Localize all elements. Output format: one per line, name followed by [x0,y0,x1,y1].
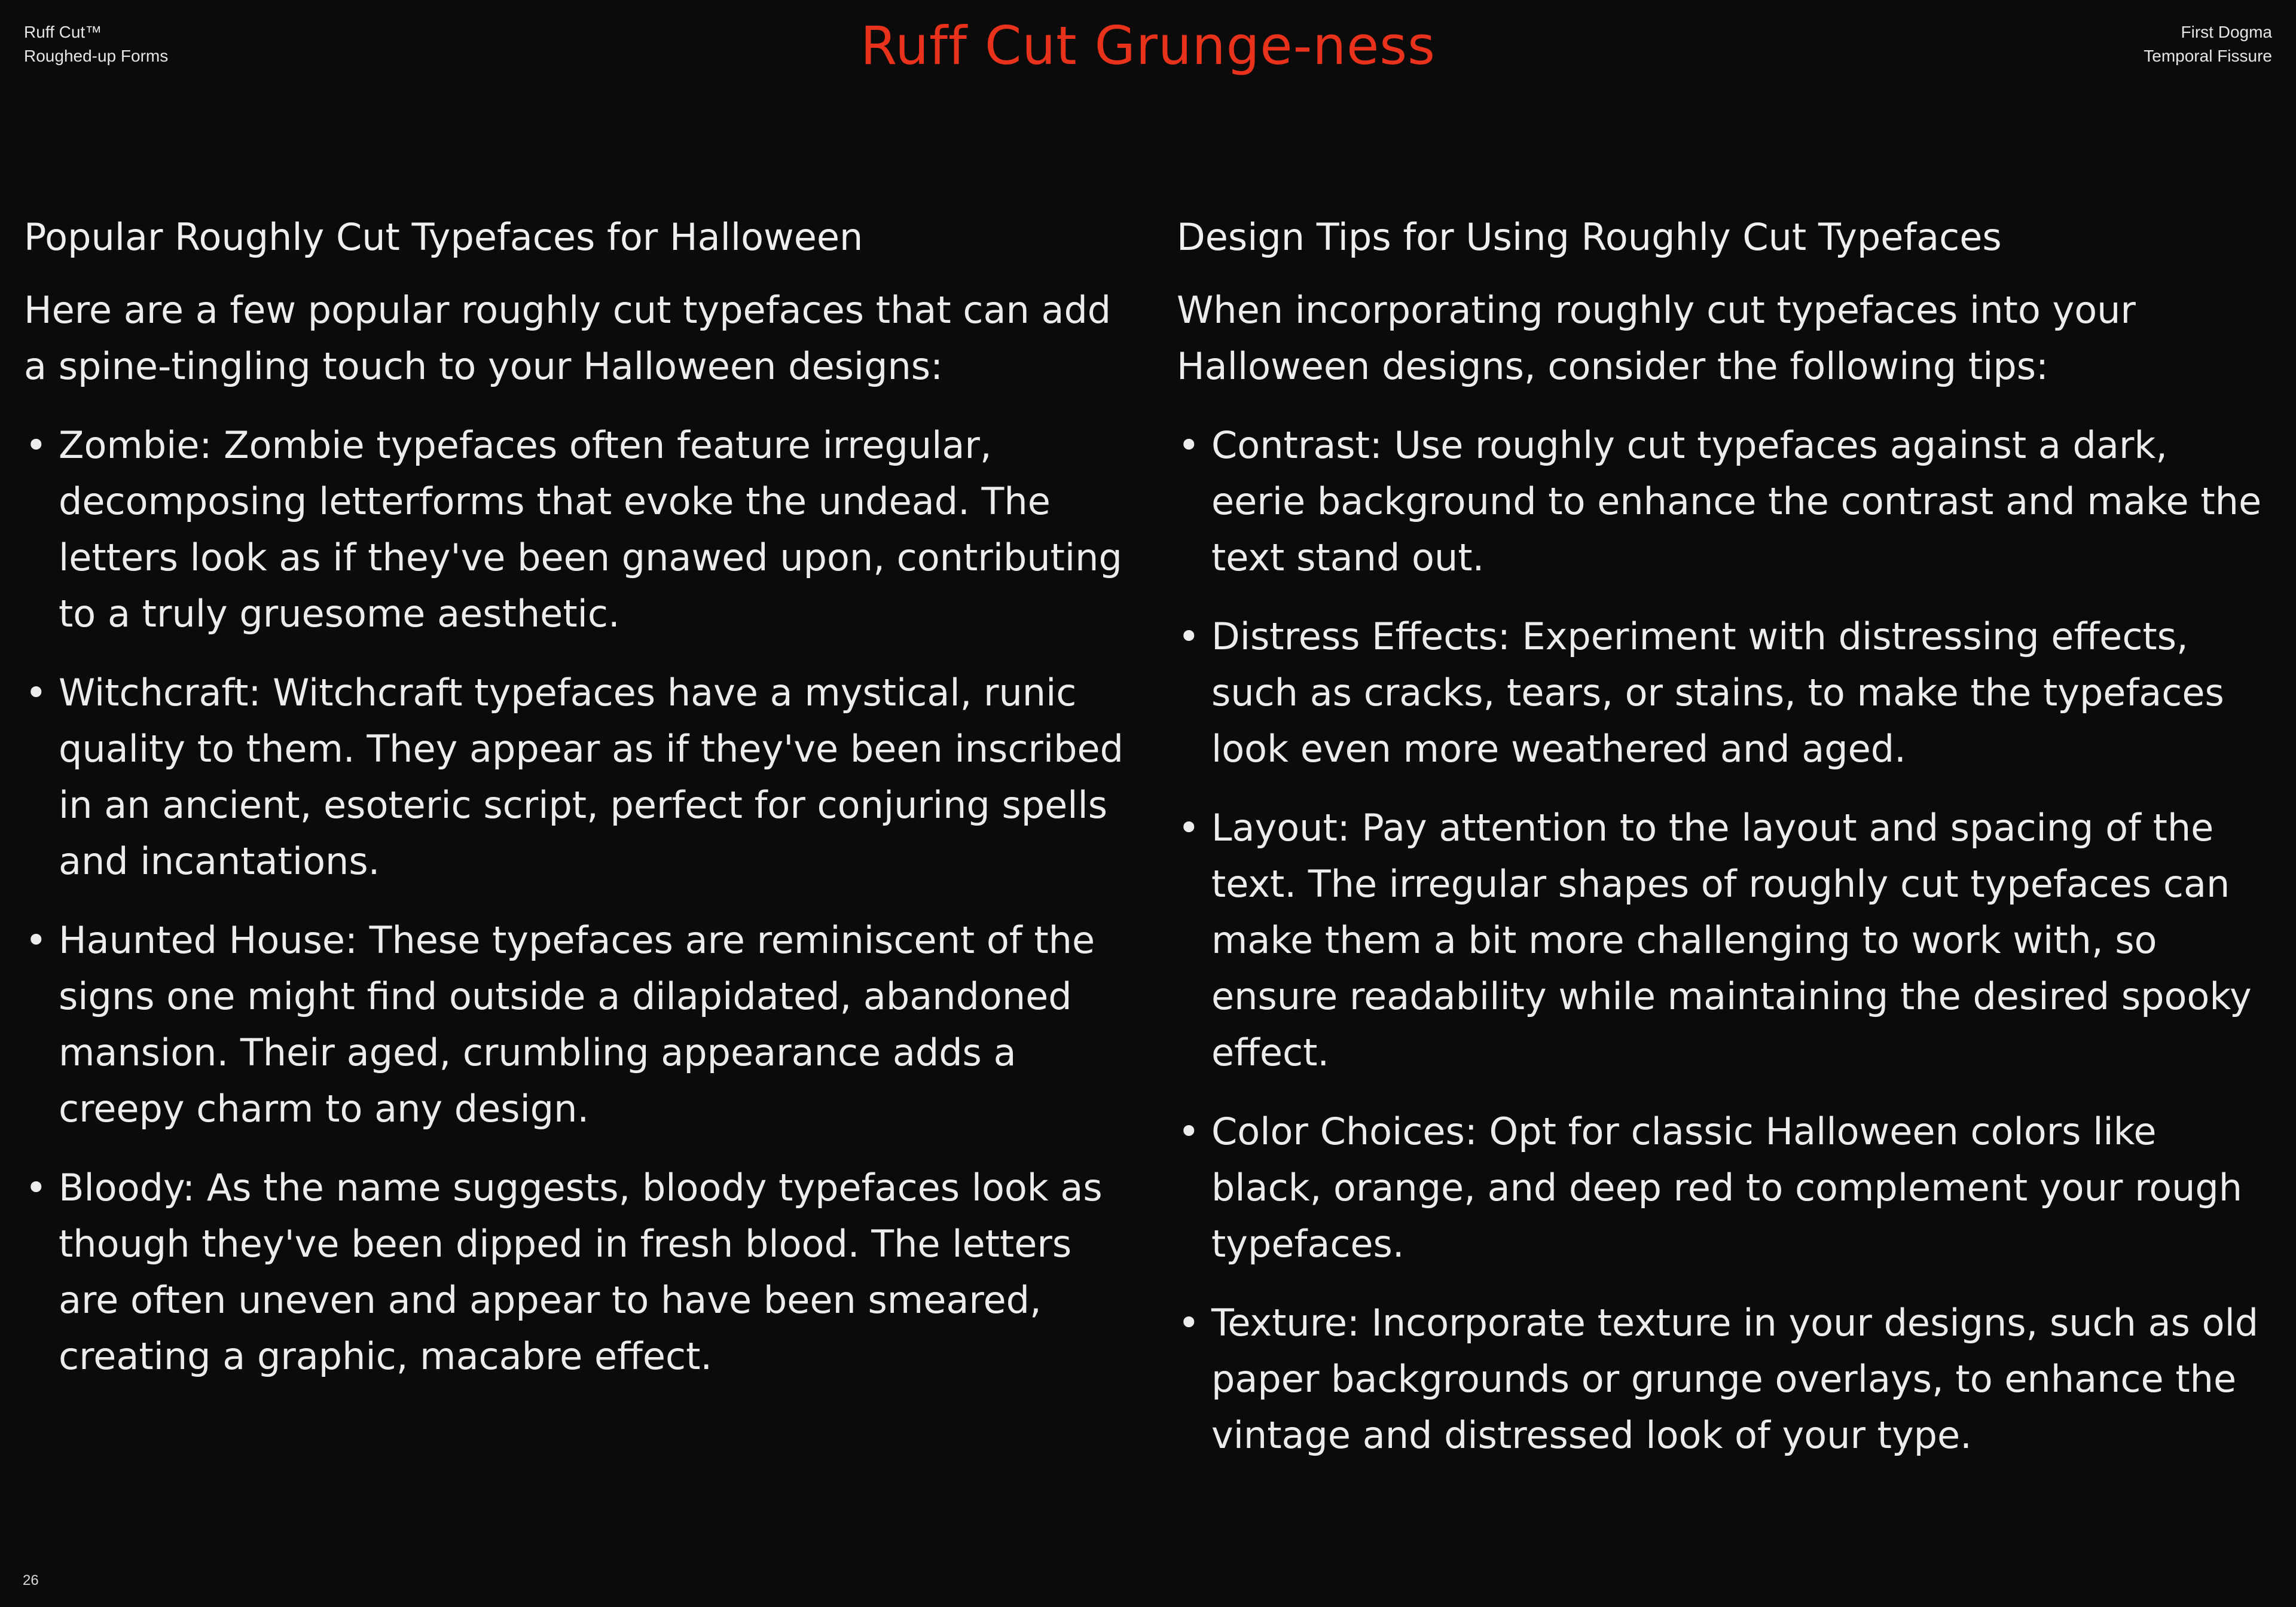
bullet-icon: • [1178,1301,1200,1345]
left-column-list [24,417,1130,1385]
page-title: Ruff Cut Grunge-ness [860,15,1436,77]
list-item [24,912,1130,1137]
list-item-text: Witchcraft: Witchcraft typefaces have a mystical, runic quality to them. They appear as if they've been inscribed in an ancient, esoteric script, perfect for conjuring spells and incantations. [59,671,1123,883]
right-column-heading: Design Tips for Using Roughly Cut Typefaces [1177,215,2002,259]
list-item-text: Haunted House: These typefaces are reminiscent of the signs one might find outside a dilapidated, abandoned mansion. Their aged, crumbling appearance adds a creepy charm to any design. [59,918,1095,1131]
page-number: 26 [23,1572,39,1588]
header-right-line-2: Temporal Fissure [2144,47,2272,65]
left-column-heading: Popular Roughly Cut Typefaces for Halloween [24,215,863,259]
left-column [24,209,1130,1407]
list-item-text: Layout: Pay attention to the layout and spacing of the text. The irregular shapes of roughly cut typefaces can make them a bit more challenging to work with, so ensure readability while maintaining the desired spooky effect. [1211,806,2252,1074]
right-column-intro: When incorporating roughly cut typefaces into your Halloween designs, consider the following tips: [1177,288,2136,388]
bullet-icon: • [1178,615,1200,658]
header-right-line-1: First Dogma [2181,23,2272,41]
bullet-icon: • [25,918,47,962]
list-item [24,417,1130,642]
list-item [1177,609,2272,777]
list-item-text: Distress Effects: Experiment with distressing effects, such as cracks, tears, or stains, to make the typefaces look even more weathered and aged. [1211,615,2224,771]
right-column-list [1177,417,2272,1464]
bullet-icon: • [25,671,47,714]
list-item-text: Bloody: As the name suggests, bloody typefaces look as though they've been dipped in fresh blood. The letters are often uneven and appear to have been smeared, creating a graphic, macabre effect. [59,1166,1103,1378]
list-item-text: Color Choices: Opt for classic Halloween colors like black, orange, and deep red to complement your rough typefaces. [1211,1110,2243,1266]
bullet-icon: • [25,1166,47,1209]
bullet-icon: • [1178,806,1200,850]
list-item-text: Zombie: Zombie typefaces often feature irregular, decomposing letterforms that evoke the undead. The letters look as if they've been gnawed upon, contributing to a truly gruesome aesthetic. [59,423,1122,636]
bullet-icon: • [25,423,47,467]
list-item [24,665,1130,890]
bullet-icon: • [1178,423,1200,467]
list-item [1177,800,2272,1081]
right-column [1177,209,2272,1486]
list-item-text: Texture: Incorporate texture in your designs, such as old paper backgrounds or grunge overlays, to enhance the vintage and distressed look of your type. [1211,1301,2259,1457]
font-name-label: Ruff Cut™ [24,23,102,41]
header-right-block [2144,20,2272,68]
list-item-text: Contrast: Use roughly cut typefaces against a dark, eerie background to enhance the contrast and make the text stand out. [1211,423,2262,579]
left-column-intro: Here are a few popular roughly cut typefaces that can add a spine-tingling touch to your Halloween designs: [24,288,1112,388]
list-item [1177,1104,2272,1272]
font-subtitle-label: Roughed-up Forms [24,47,169,65]
bullet-icon: • [1178,1110,1200,1153]
list-item [24,1160,1130,1385]
list-item [1177,1295,2272,1464]
list-item [1177,417,2272,586]
